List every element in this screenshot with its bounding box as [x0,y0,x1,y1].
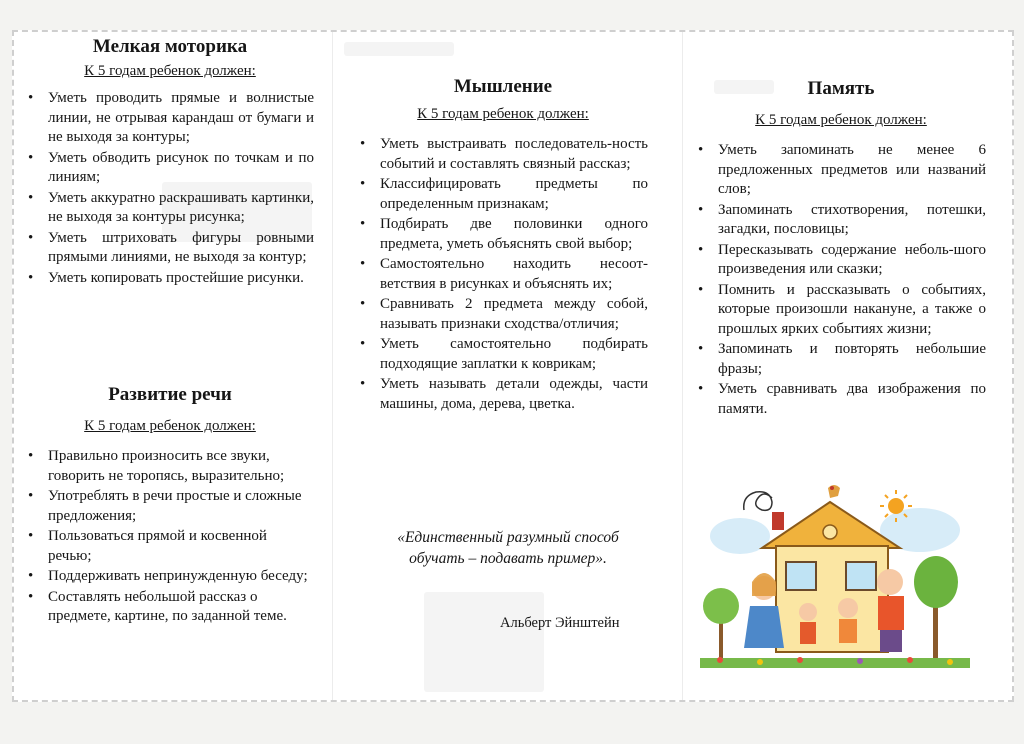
thinking-section [358,76,648,415]
list-item-text: Поддерживать непринужденную беседу; [48,568,308,584]
speech-section [26,384,314,628]
list-item [26,567,314,587]
list-item [696,340,986,379]
list-item [26,89,314,148]
list-item-text: Пересказывать содержание неболь-шого произведения или сказки; [718,241,986,277]
list-item-text: Пользоваться прямой и косвенной речью; [48,528,267,564]
bullet-icon: • [360,176,366,192]
section-subtitle-motor: К 5 годам ребенок должен: [84,63,256,79]
speech-list [26,447,314,627]
quote-text: «Единственный разумный способ обучать – подавать пример». [397,529,619,567]
bullet-icon: • [28,568,34,584]
list-item-text: Сравнивать 2 предмета между собой, называть признаки сходства/отличия; [380,296,648,332]
list-item-text: Запоминать и повторять небольшие фразы; [718,341,986,377]
section-subtitle-speech: К 5 годам ребенок должен: [84,418,256,434]
list-item-text: Классифицировать предметы по определенным признакам; [380,176,648,212]
list-item-text: Уметь называть детали одежды, части машины, дома, дерева, цветка. [380,376,648,412]
bullet-icon: • [28,189,34,206]
bullet-icon: • [28,229,34,246]
section-subtitle-thinking: К 5 годам ребенок должен: [417,106,589,122]
bullet-icon: • [360,216,366,232]
bullet-icon: • [698,341,704,357]
list-item [358,175,648,214]
list-item-text: Запоминать стихотворения, потешки, загадки, пословицы; [718,201,986,237]
list-item [358,255,648,294]
spiral-smoke [744,492,772,511]
bullet-icon: • [360,256,366,272]
motor-section [26,36,314,289]
section-title-thinking: Мышление [453,76,553,97]
list-item-text: Уметь обводить рисунок по точкам и по линиям; [48,149,314,185]
list-item [26,229,314,268]
list-item [26,149,314,188]
bullet-icon: • [698,381,704,397]
list-item [26,189,314,228]
bullet-icon: • [698,201,704,218]
list-item-text: Уметь запоминать не менее 6 предложенных предметов или названий слов; [718,142,986,197]
bullet-icon: • [28,149,34,166]
bullet-icon: • [28,90,34,106]
list-item [26,487,314,526]
list-item [26,527,314,566]
list-item-text: Уметь штриховать фигуры ровными прямыми линиями, не выходя за контур; [48,229,314,265]
list-item-text: Уметь сравнивать два изображения по памяти. [718,381,986,417]
list-item [358,135,648,174]
list-item [696,241,986,280]
list-item-text: Уметь выстраивать последователь-ность событий и составлять связный рассказ; [380,136,648,172]
family-house-illustration [700,478,970,674]
bullet-icon: • [360,376,366,392]
list-item-text: Уметь самостоятельно подбирать подходящие заплатки к коврикам; [380,336,648,372]
list-item [696,141,986,200]
show-through-mark [344,42,454,56]
thinking-list [358,135,648,414]
list-item-text: Помнить и рассказывать о событиях, которые произошли накануне, а также о прошлых ярких событиях жизни; [718,281,986,337]
bullet-icon: • [360,336,366,352]
bullet-icon: • [28,528,34,544]
list-item [358,375,648,414]
list-item [696,281,986,340]
list-item-text: Уметь копировать простейшие рисунки. [48,269,304,286]
section-title-memory: Память [807,78,875,99]
bullet-icon: • [698,241,704,258]
rooster-icon [828,485,840,498]
list-item [26,588,314,627]
section-title-motor: Мелкая моторика [92,36,248,57]
section-subtitle-memory: К 5 годам ребенок должен: [755,112,927,128]
bullet-icon: • [698,281,704,298]
fold-line-left [332,32,333,700]
list-item-text: Употреблять в речи простые и сложные предложения; [48,488,302,524]
show-through-mark [424,592,544,692]
bullet-icon: • [28,588,34,605]
list-item [26,269,314,289]
list-item-text: Уметь аккуратно раскрашивать картинки, не выходя за контуры рисунка; [48,189,314,225]
list-item [358,215,648,254]
list-item [26,447,314,486]
quote-author: Альберт Эйнштейн [500,615,620,631]
list-item-text: Подбирать две половинки одного предмета, уметь объяснять свой выбор; [380,216,648,252]
memory-section [696,78,986,420]
flower-bed [700,657,970,668]
section-title-speech: Развитие речи [108,384,232,405]
bullet-icon: • [360,296,366,312]
list-item-text: Уметь проводить прямые и волнистые линии, не отрывая карандаш от бумаги и не выходя за контуры; [48,90,314,145]
memory-list [696,141,986,419]
motor-list [26,89,314,288]
fold-line-right [682,32,683,700]
bullet-icon: • [698,142,704,158]
list-item-text: Правильно произносить все звуки, говорить не торопясь, выразительно; [48,448,285,484]
bullet-icon: • [360,136,366,152]
list-item [696,380,986,419]
list-item-text: Составлять небольшой рассказ о предмете, картине, по заданной теме. [48,588,287,624]
bullet-icon: • [28,448,34,464]
list-item [358,335,648,374]
bullet-icon: • [28,269,34,286]
list-item [358,295,648,334]
bullet-icon: • [28,488,34,504]
list-item [696,201,986,240]
list-item-text: Самостоятельно находить несоот-ветствия в рисунках и объяснять их; [380,256,648,292]
